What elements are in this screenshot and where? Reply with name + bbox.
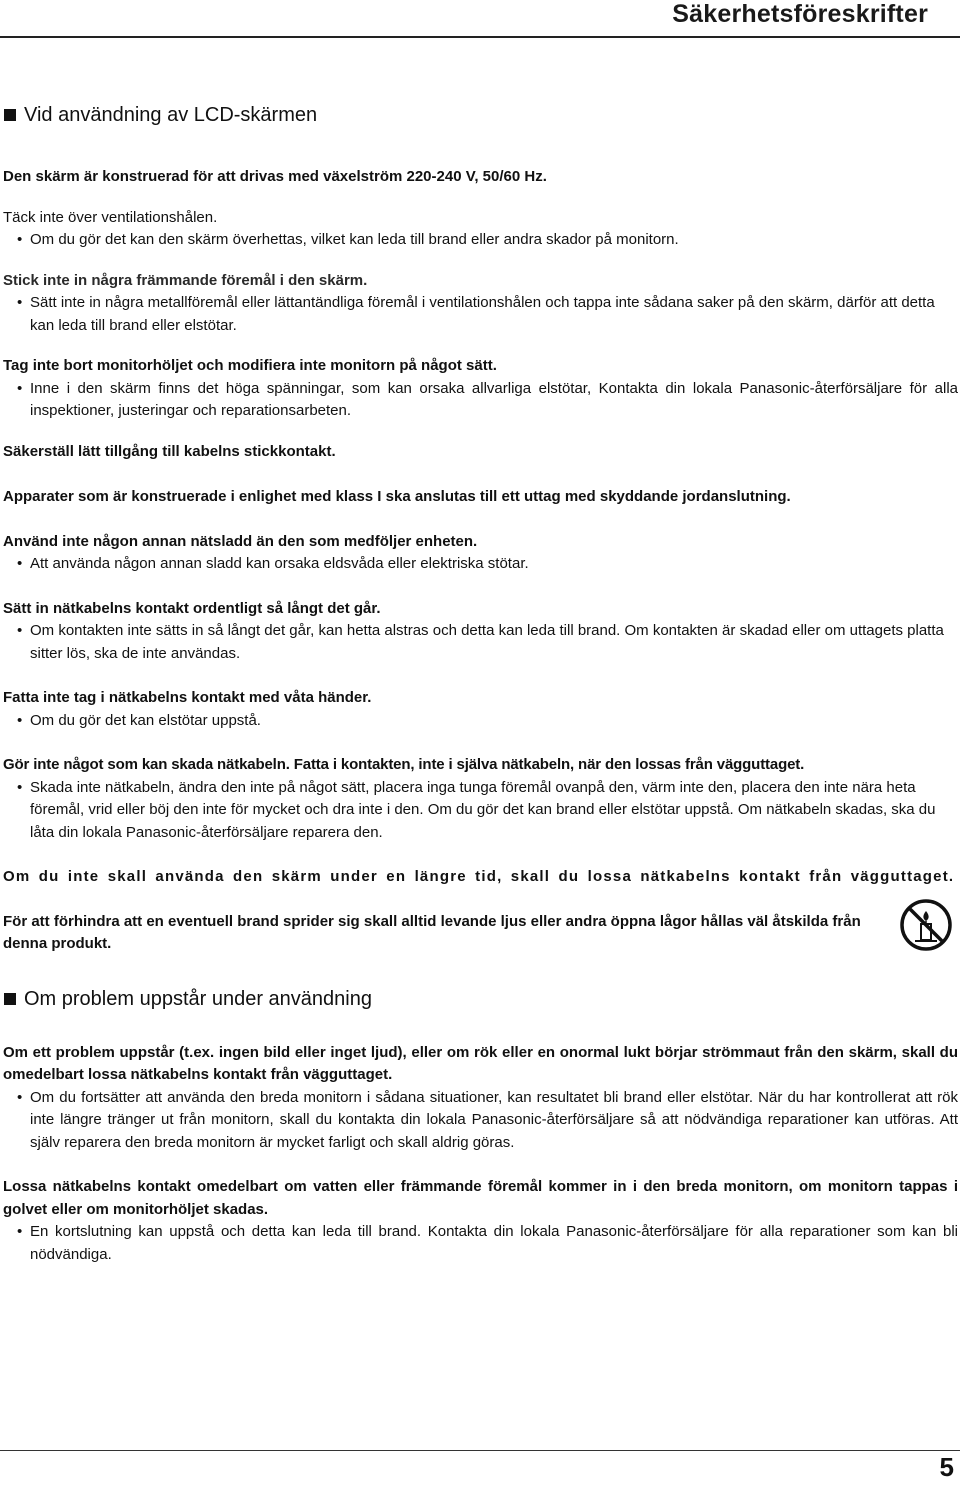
item-heading: Apparater som är konstruerade i enlighet med klass I ska anslutas till ett uttag med skyddande jordanslutning. bbox=[3, 488, 791, 505]
item-foreign-objects bbox=[3, 270, 958, 338]
page-header bbox=[0, 0, 960, 36]
bullet-text: • Om du gör det kan elstötar uppstå. bbox=[3, 710, 958, 733]
item-heading: Lossa nätkabelns kontakt omedelbart om vatten eller främmande föremål kommer in i den breda monitorn, om monitorn tappas i golvet eller om monitorhöljet skadas. bbox=[3, 1178, 958, 1218]
item-heading: Tag inte bort monitorhöljet och modifiera inte monitorn på något sätt. bbox=[3, 357, 497, 374]
item-plug-insert bbox=[3, 598, 958, 666]
item-heading: Säkerställ lätt tillgång till kabelns stickkontakt. bbox=[3, 442, 336, 460]
footer-divider bbox=[0, 1450, 960, 1451]
item-cover bbox=[3, 355, 958, 423]
page-number: 5 bbox=[939, 1452, 954, 1482]
item-ventilation bbox=[3, 207, 958, 252]
item-heading: Gör inte något som kan skada nätkabeln. Fatta i kontakten, inte i själva nätkabeln, när den lossas från vägguttaget. bbox=[3, 756, 805, 773]
bullet-text: • Om du fortsätter att använda den breda monitorn i sådana situationer, kan resultatet bli brand eller elstötar. När du har kontrollerat att rök inte längre tränger ut från monitorn, skall du kontakta din lokala Panasonic-återförsäljare så att nödvändiga reparationer kan utföras. Att själv reparera den breda monitorn är mycket farligt och skall aldrig göras. bbox=[3, 1087, 958, 1155]
no-open-flame-icon bbox=[898, 897, 954, 953]
bullet-text: • Om kontakten inte sätts in så långt det går, kan hetta alstras och detta kan leda till brand. Om kontakten är skadad eller om uttagets platta sitter lös, ska de inte användas. bbox=[3, 620, 958, 665]
bullet-text: • Sätt inte in några metallföremål eller lättantändliga föremål i ventilationshålen och tappa inte sådana saker på den skärm, därför att detta kan leda till brand eller elstötar. bbox=[3, 292, 958, 337]
item-voltage bbox=[3, 166, 958, 189]
square-bullet-icon bbox=[4, 109, 16, 121]
item-cable-damage bbox=[3, 754, 958, 844]
item-heading: Stick inte in några främmande föremål i den skärm. bbox=[3, 271, 368, 289]
item-heading: Fatta inte tag i nätkabelns kontakt med våta händer. bbox=[3, 689, 372, 706]
item-heading: Sätt in nätkabelns kontakt ordentligt så långt det går. bbox=[3, 599, 381, 617]
item-plug-access bbox=[3, 441, 958, 464]
item-smoke bbox=[3, 1042, 958, 1155]
main-content bbox=[3, 100, 958, 1266]
header-divider bbox=[0, 36, 960, 38]
item-class-one bbox=[3, 486, 958, 509]
bullet-text: • En kortslutning kan uppstå och detta kan leda till brand. Kontakta din lokala Panasonic-återförsäljare för alla reparationer som kan bli nödvändiga. bbox=[3, 1221, 958, 1266]
section-title-problems: Om problem uppstår under användning bbox=[3, 984, 958, 1014]
item-long-unused bbox=[3, 866, 958, 889]
item-wet-hands bbox=[3, 687, 958, 732]
bullet-text: • Om du gör det kan den skärm överhettas, vilket kan leda till brand eller andra skador på monitorn. bbox=[3, 229, 958, 252]
item-power-cord bbox=[3, 531, 958, 576]
square-bullet-icon bbox=[4, 993, 16, 1005]
item-heading: Om du inte skall använda den skärm under en längre tid, skall du lossa nätkabelns kontakt från vägguttaget. bbox=[3, 868, 955, 885]
item-open-flame bbox=[3, 911, 958, 956]
item-water bbox=[3, 1176, 958, 1266]
item-heading: För att förhindra att en eventuell brand sprider sig skall alltid levande ljus eller andra öppna lågor hållas väl åtskilda från denna produkt. bbox=[3, 912, 861, 952]
bullet-text: • Skada inte nätkabeln, ändra den inte på något sätt, placera inga tunga föremål ovanpå den, värm inte den, placera den inte nära heta föremål, vrid eller böj den inte för mycket och dra inte i den. Om du gör det kan brand eller elstötar uppstå. Om nätkabeln skadas, ska du låta din lokala Panasonic-återförsäljare reparera den. bbox=[3, 777, 958, 845]
section-title-lcd: Vid användning av LCD-skärmen bbox=[3, 100, 958, 130]
item-heading: Den skärm är konstruerad för att drivas med växelström 220-240 V, 50/60 Hz. bbox=[3, 168, 547, 185]
item-heading: Om ett problem uppstår (t.ex. ingen bild eller inget ljud), eller om rök eller en onormal lukt börjar strömmaut från den skärm, skall du omedelbart lossa nätkabelns kontakt från vägguttaget. bbox=[3, 1043, 958, 1083]
item-heading: Täck inte över ventilationshålen. bbox=[3, 208, 218, 226]
item-heading: Använd inte någon annan nätsladd än den som medföljer enheten. bbox=[3, 532, 478, 550]
bullet-text: • Att använda någon annan sladd kan orsaka eldsvåda eller elektriska stötar. bbox=[3, 553, 958, 576]
page-title: Säkerhetsföreskrifter bbox=[672, 0, 928, 28]
bullet-text: • Inne i den skärm finns det höga spänningar, som kan orsaka allvarliga elstötar, Kontakta din lokala Panasonic-återförsäljare för alla inspektioner, justeringar och reparationsarbeten. bbox=[3, 378, 958, 423]
